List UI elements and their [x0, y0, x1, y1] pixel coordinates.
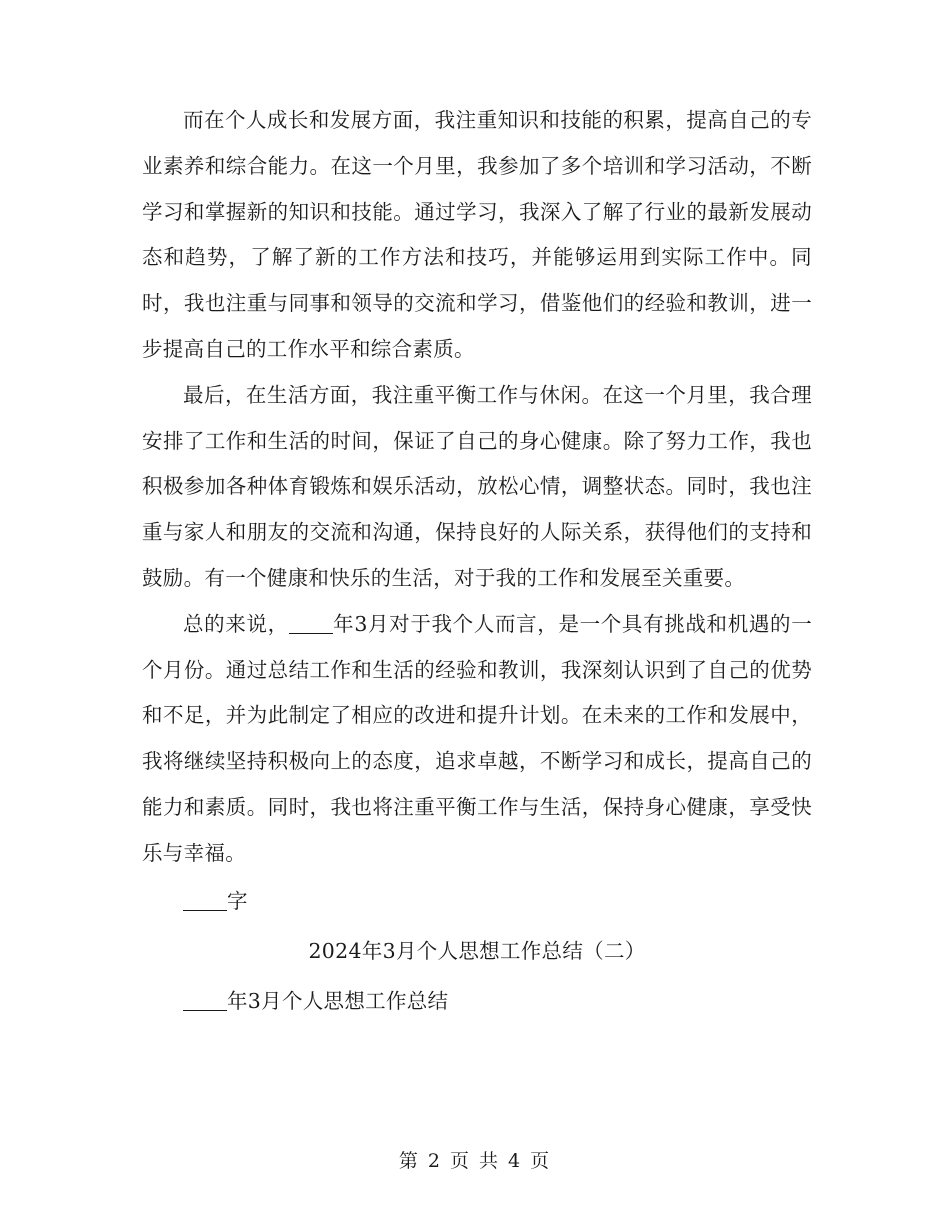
paragraph-life-balance: 最后，在生活方面，我注重平衡工作与休闲。在这一个月里，我合理安排了工作和生活的时间，保证了自己的身心健康。除了努力工作，我也积极参加各种体育锻炼和娱乐活动，放松心情，调整状态。同时，我也注重与家人和朋友的交流和沟通，保持良好的人际关系，获得他们的支持和鼓励。有一个健康和快乐的生活，对于我的工作和发展至关重要。	[142, 382, 812, 590]
section-title: 2024年3月个人思想工作总结（二）	[308, 938, 646, 963]
document-body	[142, 98, 812, 1025]
paragraph-summary	[142, 602, 812, 877]
fill-in-blank	[183, 889, 227, 911]
summary-lead-text: 总的来说，	[183, 611, 289, 636]
subtitle-line	[142, 977, 812, 1025]
paragraph-personal-growth: 而在个人成长和发展方面，我注重知识和技能的积累，提高自己的专业素养和综合能力。在这一个月里，我参加了多个培训和学习活动，不断学习和掌握新的知识和技能。通过学习，我深入了解了行业的最新发展动态和趋势，了解了新的工作方法和技巧，并能够运用到实际工作中。同时，我也注重与同事和领导的交流和学习，借鉴他们的经验和教训，进一步提高自己的工作水平和综合素质。	[142, 108, 812, 361]
summary-body-text: 年3月对于我个人而言，是一个具有挑战和机遇的一个月份。通过总结工作和生活的经验和教训，我深刻认识到了自己的优势和不足，并为此制定了相应的改进和提升计划。在未来的工作和发展中，我将继续坚持积极向上的态度，追求卓越，不断学习和成长，提高自己的能力和素质。同时，我也将注重平衡工作与生活，保持身心健康，享受快乐与幸福。	[142, 611, 812, 865]
subtitle-text: 年3月个人思想工作总结	[227, 988, 449, 1013]
fill-in-blank	[289, 612, 333, 634]
word-count-line	[142, 877, 812, 925]
word-count-suffix: 字	[227, 888, 248, 913]
page-number-footer: 第 2 页 共 4 页	[398, 1150, 552, 1172]
fill-in-blank	[183, 989, 227, 1011]
